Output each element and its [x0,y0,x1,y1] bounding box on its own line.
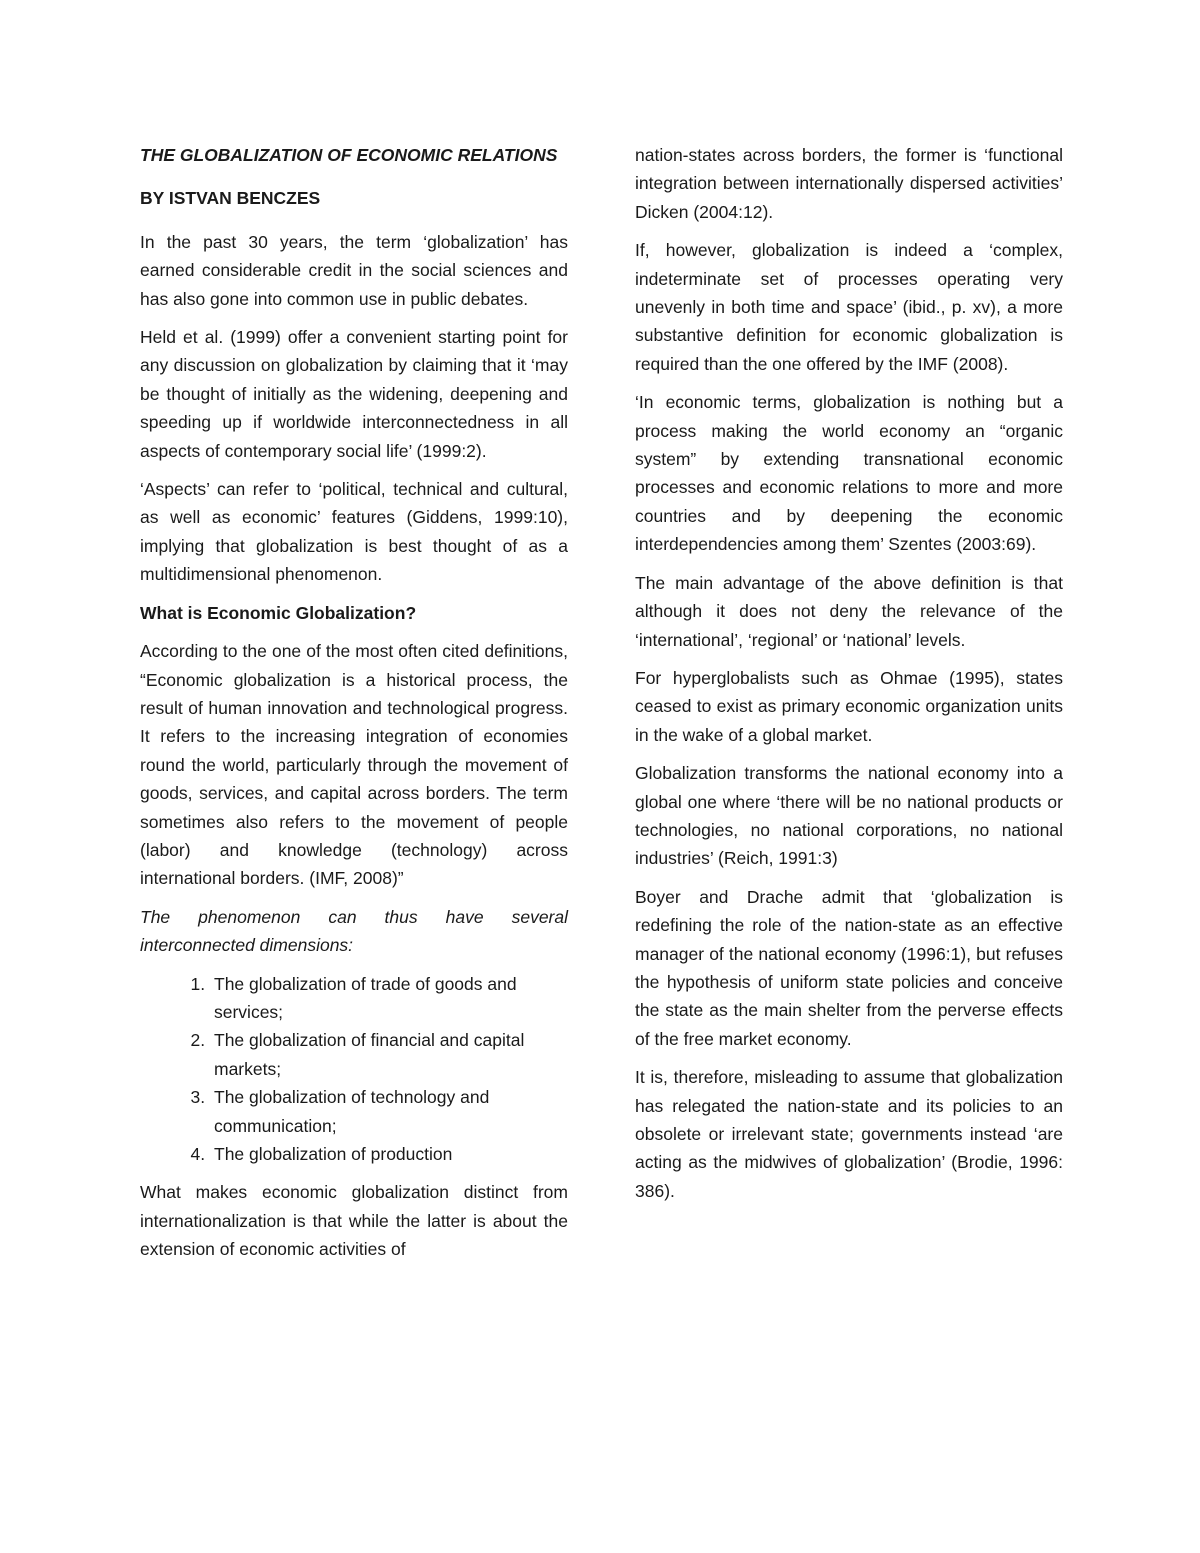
paragraph: The main advantage of the above definition is that although it does not deny the relevance of the ‘international’, ‘regional’ or ‘national’ levels. [635,572,1063,650]
paragraph: If, however, globalization is indeed a ‘complex, indeterminate set of processes operating very unevenly in both time and space’ (ibid., p. xv), a more substantive definition for economic globalization is required than the one offered by the IMF (2008). [635,240,1063,374]
document-title: THE GLOBALIZATION OF ECONOMIC RELATIONS [140,145,558,165]
document-author: BY ISTVAN BENCZES [140,188,321,209]
paragraph: Held et al. (1999) offer a convenient starting point for any discussion on globalization by claiming that it ‘may be thought of initially as the widening, deepening and speeding up if worldwide interconnectedness in all aspects of contemporary social life’ (1999:2). [140,327,568,461]
dimensions-list [140,970,568,1169]
right-column [635,141,1063,1215]
list-item: 3. The globalization of technology and communication; [210,1083,568,1140]
paragraph: nation-states across borders, the former is ‘functional integration between internationally dispersed activities’ Dicken (2004:12). [635,145,1063,222]
paragraph: Boyer and Drache admit that ‘globalization is redefining the role of the nation-state as an effective manager of the national economy (1996:1), but refuses the hypothesis of uniform state policies and conceive the state as the main shelter from the perverse effects of the free market economy. [635,886,1063,1049]
list-item: 4. The globalization of production [210,1140,568,1168]
section-heading: What is Economic Globalization? [140,602,417,623]
paragraph: For hyperglobalists such as Ohmae (1995), states ceased to exist as primary economic organization units in the wake of a global market. [635,667,1063,745]
paragraph: What makes economic globalization distinct from internationalization is that while the latter is about the extension of economic activities of [140,1182,568,1260]
paragraph: According to the one of the most often cited definitions, “Economic globalization is a historical process, the result of human innovation and technological progress. It refers to the increasing integration of economies round the world, particularly through the movement of goods, services, and capital across borders. The term sometimes also refers to the movement of people (labor) and knowledge (technology) across international borders. (IMF, 2008)” [140,641,568,889]
paragraph: ‘Aspects’ can refer to ‘political, technical and cultural, as well as economic’ features (Giddens, 1999:10), implying that globalization is best thought of as a multidimensional phenomenon. [140,479,568,585]
list-item: 1. The globalization of trade of goods and services; [210,970,568,1027]
paragraph-italic: The phenomenon can thus have several interconnected dimensions: [140,906,568,956]
paragraph: Globalization transforms the national economy into a global one where ‘there will be no national products or technologies, no national corporations, no national industries’ (Reich, 1991:3) [635,763,1063,869]
paragraph: ‘In economic terms, globalization is nothing but a process making the world economy an “organic system” by extending transnational economic processes and economic relations to more and more countries and by deepening the economic interdependencies among them’ Szentes (2003:69). [635,392,1063,555]
paragraph: In the past 30 years, the term ‘globalization’ has earned considerable credit in the social sciences and has also gone into common use in public debates. [140,231,568,309]
left-column [140,141,568,1274]
list-item: 2. The globalization of financial and capital markets; [210,1026,568,1083]
paragraph: It is, therefore, misleading to assume that globalization has relegated the nation-state and its policies to an obsolete or irrelevant state; governments instead ‘are acting as the midwives of globalization’ (Brodie, 1996: 386). [635,1067,1063,1201]
